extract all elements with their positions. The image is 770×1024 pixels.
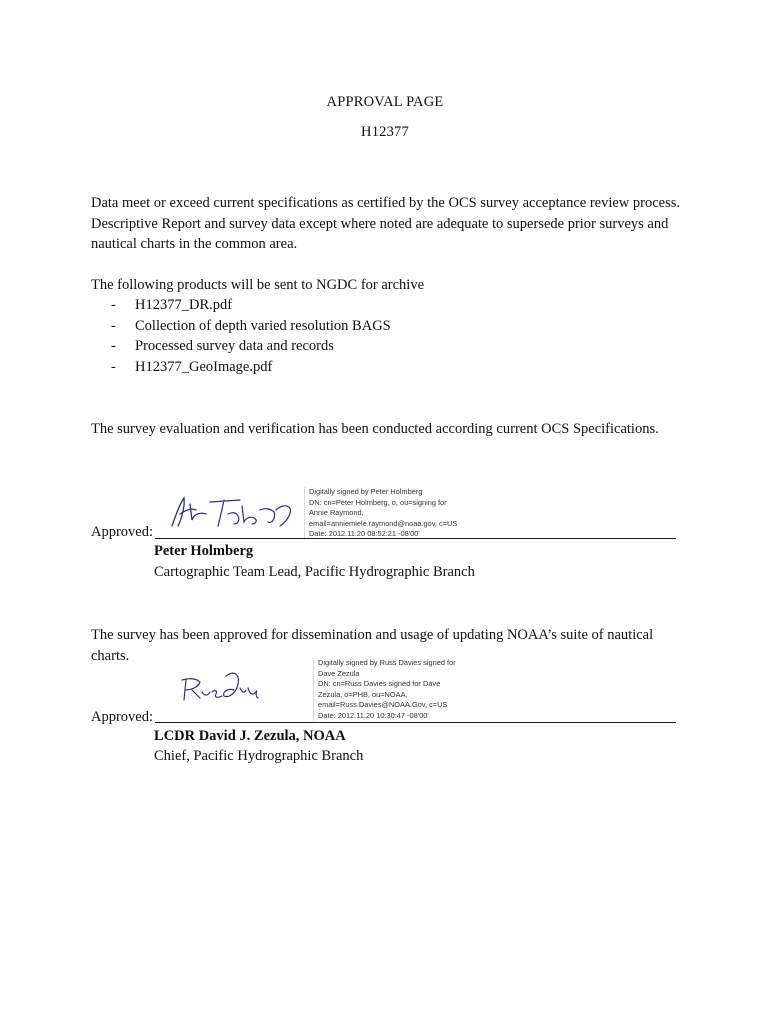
signer-role-1: Cartographic Team Lead, Pacific Hydrographic Branch xyxy=(154,564,475,580)
digital-signature-stamp-2: Digitally signed by Russ Davies signed for Dave Zezula DN: cn=Russ Davies signed for Dave Zezula, o=PHB, ou=NOAA, email=Russ.Davies@NOAA.Gov, c=US Date: 2012.11.20 10:30:47 -08'00' xyxy=(313,658,456,721)
products-list xyxy=(111,295,391,377)
verification-paragraph: The survey evaluation and verification has been conducted according current OCS Specifications. xyxy=(91,421,659,437)
product-label: H12377_GeoImage.pdf xyxy=(135,358,273,375)
signer-role-2: Chief, Pacific Hydrographic Branch xyxy=(154,748,364,764)
product-label: Collection of depth varied resolution BAGS xyxy=(135,317,391,334)
approved-label-1: Approved: xyxy=(91,524,154,540)
page-title: APPROVAL PAGE xyxy=(326,94,444,110)
digital-signature-stamp-1: Digitally signed by Peter Holmberg DN: cn=Peter Holmberg, o, ou=signing for Annie Raymond, email=anniemiele.raymond@noaa.gov, c=US Date: 2012.11.20 08:52:21 -08'00' xyxy=(304,487,457,540)
signature-holmberg-image xyxy=(166,492,300,532)
list-item: - Collection of depth varied resolution BAGS xyxy=(111,317,391,334)
signature-davies-image xyxy=(178,666,262,706)
list-item: - Processed survey data and records xyxy=(111,338,334,354)
list-item: - H12377_GeoImage.pdf xyxy=(111,358,273,375)
approval-paragraph: The survey has been approved for dissemination and usage of updating NOAA’s suite of nautical charts. xyxy=(91,627,654,664)
products-intro: The following products will be sent to NGDC for archive xyxy=(91,277,425,293)
certification-paragraph: Data meet or exceed current specifications as certified by the OCS survey acceptance review process. Descriptive Report and survey data except where noted are adequate to supersede prior surveys and nautical charts in the common area. xyxy=(91,195,680,252)
approved-label-2: Approved: xyxy=(91,709,154,725)
survey-id: H12377 xyxy=(361,124,409,140)
signature-line-2 xyxy=(155,722,676,723)
product-label: H12377_DR.pdf xyxy=(135,297,233,313)
list-item: - H12377_DR.pdf xyxy=(111,297,233,313)
signer-name-2: LCDR David J. Zezula, NOAA xyxy=(154,728,346,744)
signer-name-1: Peter Holmberg xyxy=(154,543,254,559)
signature-line-1 xyxy=(155,538,676,539)
product-label: Processed survey data and records xyxy=(135,338,334,354)
